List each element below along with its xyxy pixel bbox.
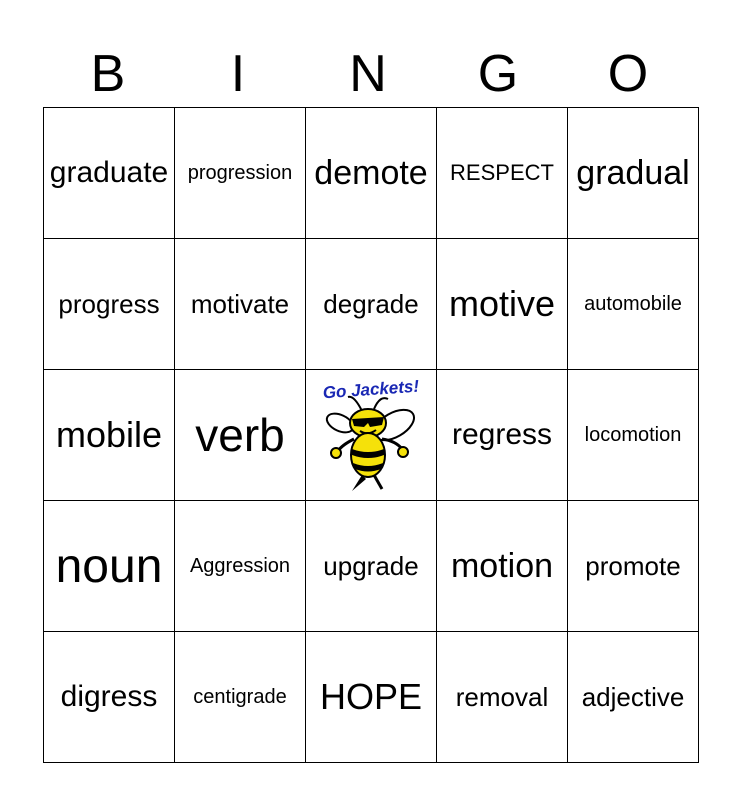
bingo-cell[interactable]: HOPE [306,632,437,763]
bingo-cell[interactable]: graduate [44,108,175,239]
bingo-cell[interactable]: upgrade [306,501,437,632]
bingo-cell[interactable]: demote [306,108,437,239]
header-letter-i: I [230,45,246,103]
board-row [44,108,699,239]
header-letter-o: O [607,45,649,103]
bingo-board [43,107,699,763]
bingo-cell[interactable]: degrade [306,239,437,370]
bingo-cell[interactable]: RESPECT [437,108,568,239]
yellow-jacket-mascot-icon [312,373,430,497]
header-letter-n: N [349,45,387,103]
bingo-cell[interactable]: regress [437,370,568,501]
bingo-cell[interactable]: verb [175,370,306,501]
bingo-cell[interactable]: motive [437,239,568,370]
header-letter-g: G [477,45,519,103]
free-space-cell[interactable] [306,370,437,501]
bingo-cell[interactable]: digress [44,632,175,763]
bingo-cell[interactable]: adjective [568,632,699,763]
bingo-cell[interactable]: gradual [568,108,699,239]
bingo-cell[interactable]: noun [44,501,175,632]
bingo-cell[interactable]: promote [568,501,699,632]
bingo-cell[interactable]: centigrade [175,632,306,763]
bingo-header [43,40,693,108]
bingo-cell[interactable]: progression [175,108,306,239]
bingo-cell[interactable]: automobile [568,239,699,370]
board-row [44,239,699,370]
go-jackets-text: Go Jackets! [322,376,420,403]
bingo-cell[interactable]: motion [437,501,568,632]
bingo-cell[interactable]: motivate [175,239,306,370]
board-row [44,370,699,501]
board-row [44,501,699,632]
bingo-cell[interactable]: removal [437,632,568,763]
bingo-cell[interactable]: locomotion [568,370,699,501]
bingo-cell[interactable]: mobile [44,370,175,501]
header-letter-b: B [90,45,126,103]
bingo-cell[interactable]: Aggression [175,501,306,632]
board-row [44,632,699,763]
bingo-cell[interactable]: progress [44,239,175,370]
